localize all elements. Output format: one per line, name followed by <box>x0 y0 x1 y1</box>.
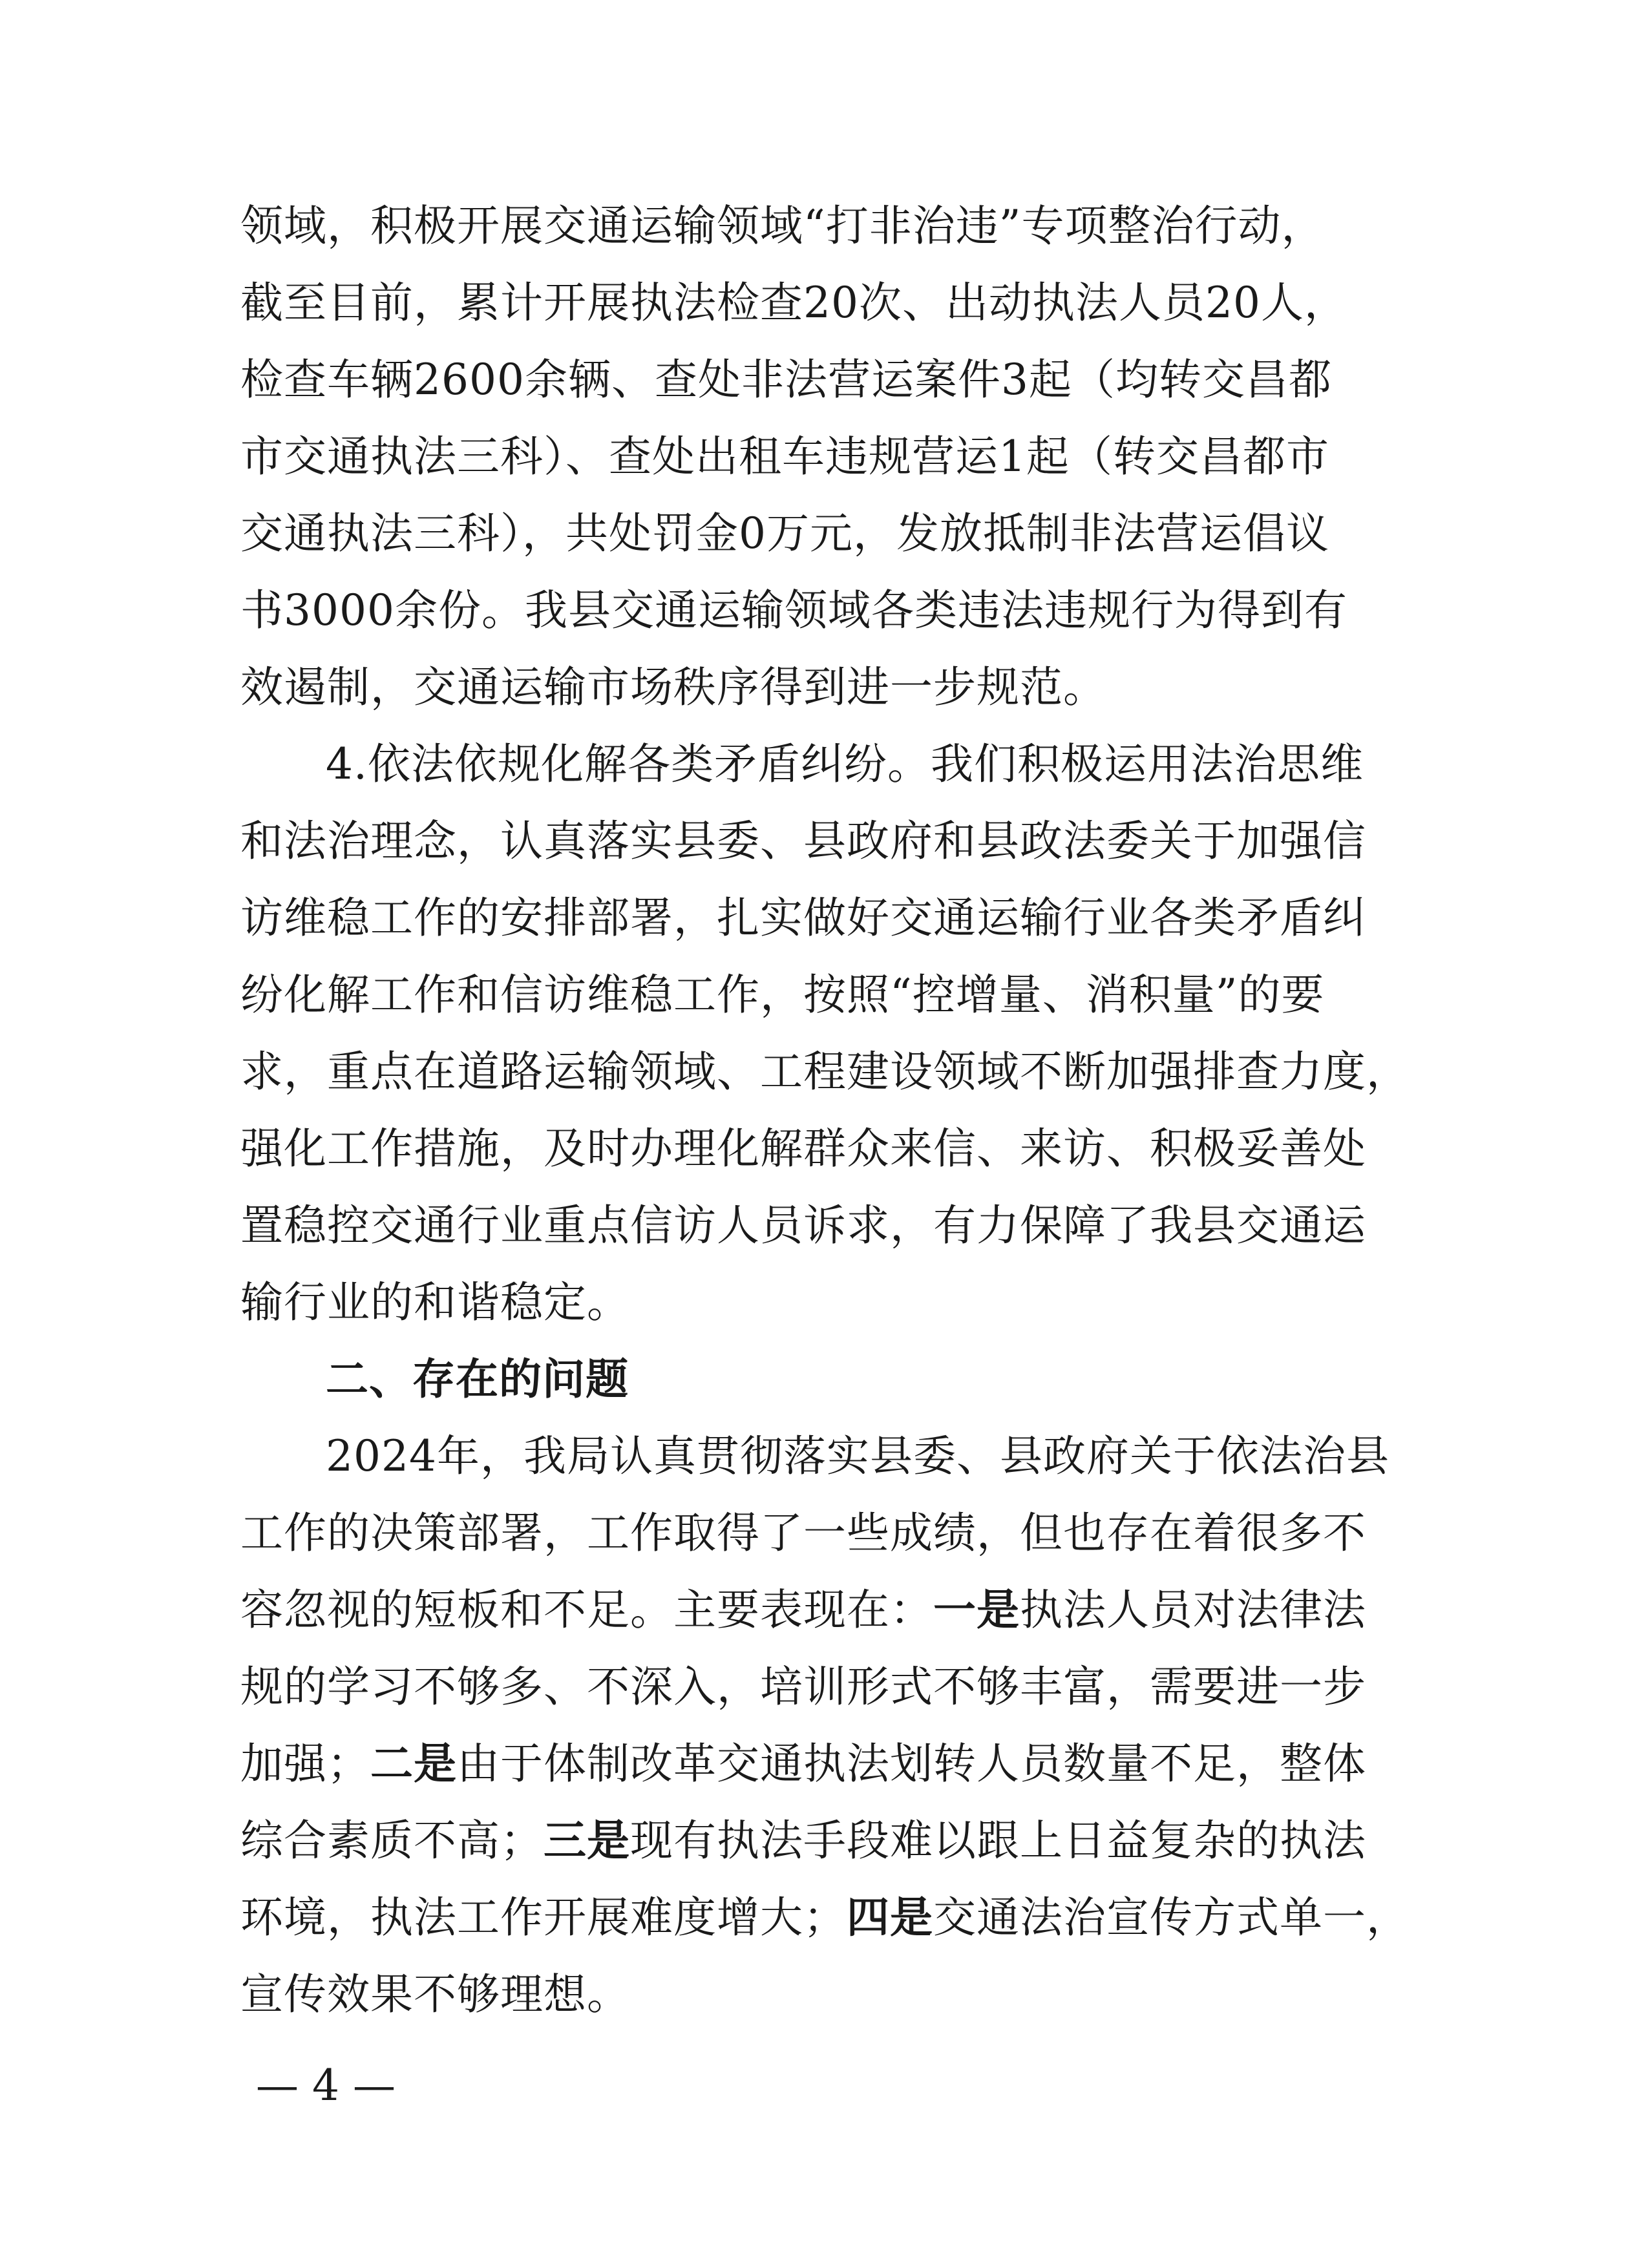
text-span: 加强； <box>240 1739 370 1789</box>
text-line: 领域，积极开展交通运输领域“打非治违”专项整治行动， <box>240 201 1325 251</box>
paragraph-first-line: 4.依法依规化解各类矛盾纠纷。我们积极运用法治思维 <box>326 739 1364 789</box>
section-heading: 二、存在的问题 <box>326 1354 629 1404</box>
emphasis-label: 三是 <box>544 1815 630 1865</box>
emphasis-label: 二是 <box>370 1738 457 1789</box>
text-span: 执法人员对法律法 <box>1020 1585 1366 1635</box>
text-line: 书3000余份。我县交通运输领域各类违法违规行为得到有 <box>240 585 1347 635</box>
text-line: 置稳控交通行业重点信访人员诉求，有力保障了我县交通运 <box>240 1201 1366 1250</box>
text-line: 工作的决策部署，工作取得了一些成绩，但也存在着很多不 <box>240 1508 1366 1558</box>
text-line: 访维稳工作的安排部署，扎实做好交通运输行业各类矛盾纠 <box>240 893 1366 943</box>
text-line <box>240 1725 1371 1802</box>
text-line: 交通执法三科），共处罚金0万元，发放抵制非法营运倡议 <box>240 509 1329 558</box>
text-span: 综合素质不高； <box>240 1816 544 1865</box>
page-number: — 4 — <box>256 2061 396 2110</box>
paragraph-first-line: 2024年，我局认真贯彻落实县委、县政府关于依法治县 <box>326 1431 1389 1481</box>
text-line: 宣传效果不够理想。 <box>240 1969 630 2019</box>
text-line <box>240 1879 1410 1956</box>
text-line: 市交通执法三科）、查处出租车违规营运1起（转交昌都市 <box>240 432 1329 481</box>
text-line: 求，重点在道路运输领域、工程建设领域不断加强排查力度， <box>240 1047 1410 1097</box>
text-line: 截至目前，累计开展执法检查20次、出动执法人员20人， <box>240 278 1347 328</box>
text-line: 和法治理念，认真落实县委、县政府和县政法委关于加强信 <box>240 816 1366 866</box>
emphasis-label: 四是 <box>847 1892 933 1942</box>
text-line: 检查车辆2600余辆、查处非法营运案件3起（均转交昌都 <box>240 355 1332 404</box>
text-line: 输行业的和谐稳定。 <box>240 1277 630 1327</box>
text-line: 纷化解工作和信访维稳工作，按照“控增量、消积量”的要 <box>240 970 1325 1020</box>
text-span: 环境，执法工作开展难度增大； <box>240 1893 847 1942</box>
document-body <box>240 187 1410 2033</box>
text-span: 容忽视的短板和不足。主要表现在： <box>240 1585 933 1635</box>
text-line: 规的学习不够多、不深入，培训形式不够丰富，需要进一步 <box>240 1662 1366 1712</box>
text-line <box>240 1571 1371 1648</box>
text-span: 交通法治宣传方式单一， <box>933 1893 1410 1942</box>
text-line <box>240 1802 1371 1879</box>
text-span: 现有执法手段难以跟上日益复杂的执法 <box>630 1816 1366 1865</box>
text-line: 强化工作措施，及时办理化解群众来信、来访、积极妥善处 <box>240 1124 1366 1173</box>
text-line: 效遏制，交通运输市场秩序得到进一步规范。 <box>240 662 1106 712</box>
text-span: 由于体制改革交通执法划转人员数量不足，整体 <box>457 1739 1366 1789</box>
emphasis-label: 一是 <box>933 1584 1020 1635</box>
